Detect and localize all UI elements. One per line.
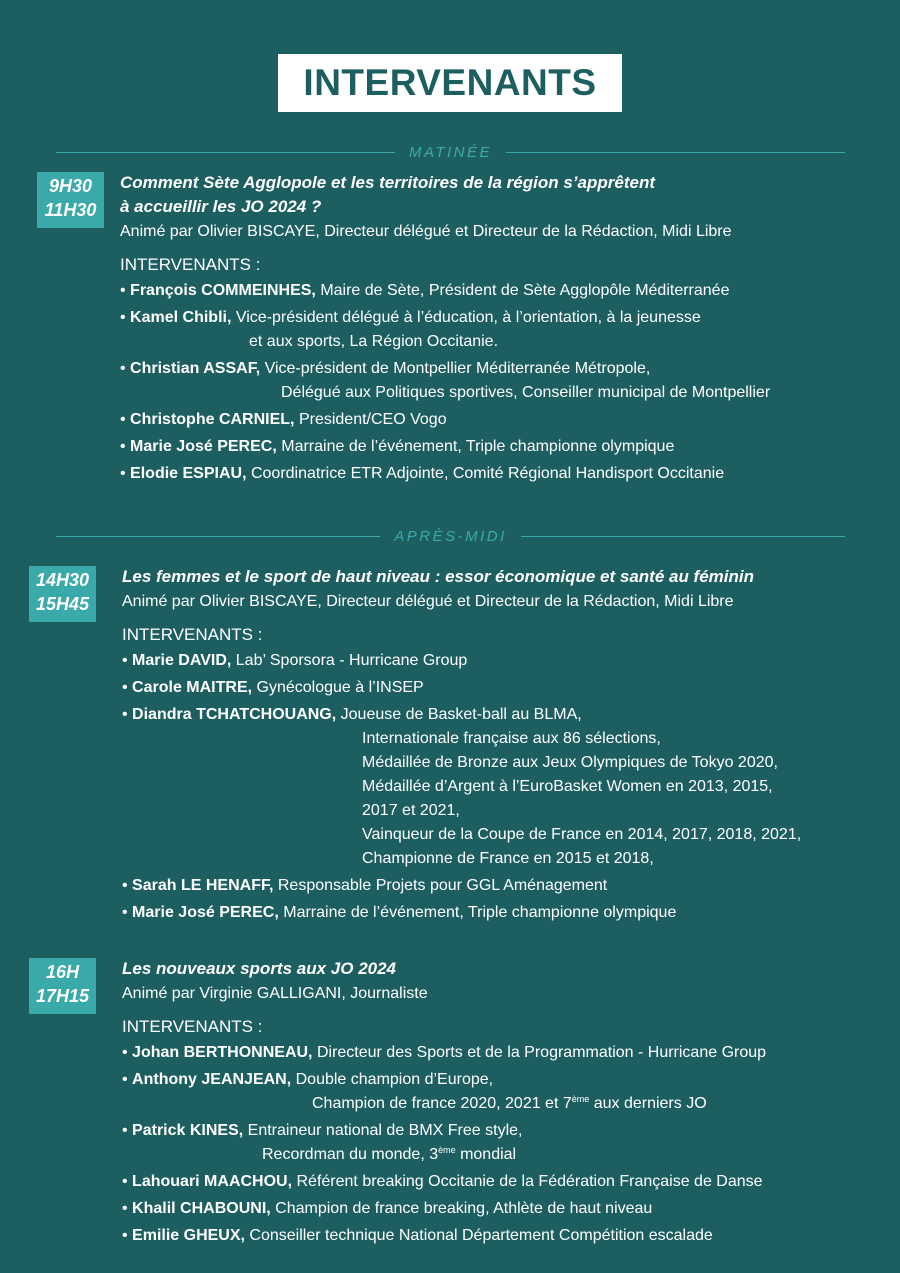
time-start: 9H30 [48, 176, 93, 196]
speaker-name: Johan BERTHONNEAU, [132, 1044, 313, 1061]
speaker-role: Champion de france breaking, Athlète de haut niveau [275, 1200, 653, 1217]
time-start: 16H [45, 962, 80, 982]
cont-text: mondial [455, 1146, 517, 1163]
session-host: Animé par Virginie GALLIGANI, Journaliste [122, 985, 428, 1002]
speaker-role-cont: Délégué aux Politiques sportives, Conseiller municipal de Montpellier [281, 384, 771, 401]
speaker-item: • François COMMEINHES, Maire de Sète, Président de Sète Agglopôle Méditerranée [120, 282, 730, 299]
speaker-role: Directeur des Sports et de la Programmation - Hurricane Group [316, 1044, 767, 1061]
speaker-item: • Lahouari MAACHOU, Référent breaking Occitanie de la Fédération Française de Danse [122, 1173, 763, 1190]
speaker-role-cont: Vainqueur de la Coupe de France en 2014, 2017, 2018, 2021, [362, 826, 802, 843]
speaker-name: Khalil CHABOUNI, [132, 1200, 271, 1217]
speaker-role: Joueuse de Basket-ball au BLMA, [340, 706, 582, 723]
speaker-name: Sarah LE HENAFF, [132, 877, 274, 894]
speaker-role-cont [122, 1092, 892, 1116]
time-badge [29, 958, 96, 1014]
speaker-role: Vice-président délégué à l’éducation, à l’orientation, à la jeunesse [235, 309, 701, 326]
session-title: Comment Sète Agglopole et les territoires de la région s’apprêtent [120, 173, 655, 192]
speaker-role-cont: 2017 et 2021, [362, 802, 460, 819]
speaker-name: Carole MAITRE, [132, 679, 253, 696]
speaker-role: Responsable Projets pour GGL Aménagement [277, 877, 608, 894]
session-afternoon-2 [122, 957, 892, 1251]
speakers-heading: INTERVENANTS : [120, 255, 261, 274]
speaker-role: Marraine de l’événement, Triple championne olympique [283, 904, 677, 921]
cont-text: aux derniers JO [589, 1095, 707, 1112]
session-morning [120, 171, 890, 489]
cont-text: Recordman du monde, 3 [262, 1146, 439, 1163]
time-badge [37, 172, 104, 228]
speaker-list [120, 279, 890, 486]
speaker-item: • Christophe CARNIEL, President/CEO Vogo [120, 411, 447, 428]
speaker-item: • Anthony JEANJEAN, Double champion d’Europe, Champion de france 2020, 2021 et 7ème aux derniers JO [122, 1068, 892, 1116]
divider-line [56, 536, 380, 537]
ordinal-suffix: ème [571, 1094, 590, 1104]
speaker-role: President/CEO Vogo [298, 411, 447, 428]
speaker-name: Lahouari MAACHOU, [132, 1173, 293, 1190]
speaker-name: Elodie ESPIAU, [130, 465, 247, 482]
speaker-item: • Carole MAITRE, Gynécologue à l’INSEP [122, 679, 424, 696]
speaker-name: Patrick KINES, [132, 1122, 244, 1139]
divider-line [506, 152, 845, 153]
speaker-name: Marie José PEREC, [130, 438, 277, 455]
speaker-role: Entraineur national de BMX Free style, [247, 1122, 523, 1139]
section-divider-morning [56, 142, 845, 162]
speaker-role: Référent breaking Occitanie de la Fédération Française de Danse [296, 1173, 763, 1190]
speaker-list [122, 1041, 892, 1248]
speaker-item: • Kamel Chibli, Vice-président délégué à l’éducation, à l’orientation, à la jeunesse et aux sports, La Région Occitanie. [120, 306, 890, 354]
time-end: 11H30 [44, 200, 97, 220]
speaker-item: • Emilie GHEUX, Conseiller technique National Département Compétition escalade [122, 1227, 713, 1244]
speaker-item: • Sarah LE HENAFF, Responsable Projets pour GGL Aménagement [122, 877, 608, 894]
speaker-role: Lab’ Sporsora - Hurricane Group [235, 652, 468, 669]
page-title: INTERVENANTS [278, 54, 622, 112]
speaker-item: • Marie José PEREC, Marraine de l’événement, Triple championne olympique [120, 438, 675, 455]
speaker-item: • Marie José PEREC, Marraine de l’événement, Triple championne olympique [122, 904, 677, 921]
time-end: 17H15 [35, 986, 90, 1006]
speaker-role: Vice-président de Montpellier Méditerranée Métropole, [264, 360, 651, 377]
divider-line [521, 536, 845, 537]
speaker-item: • Khalil CHABOUNI, Champion de france breaking, Athlète de haut niveau [122, 1200, 653, 1217]
speaker-role: Coordinatrice ETR Adjointe, Comité Régional Handisport Occitanie [250, 465, 725, 482]
cont-text: Champion de france 2020, 2021 et 7 [312, 1095, 572, 1112]
section-label-afternoon: APRÈS-MIDI [394, 527, 507, 545]
speaker-item: • Marie DAVID, Lab’ Sporsora - Hurricane Group [122, 652, 468, 669]
speaker-item: • Elodie ESPIAU, Coordinatrice ETR Adjointe, Comité Régional Handisport Occitanie [120, 465, 725, 482]
divider-line [56, 152, 395, 153]
speaker-name: Diandra TCHATCHOUANG, [132, 706, 337, 723]
section-label-morning: MATINÉE [408, 143, 493, 161]
session-title: Les nouveaux sports aux JO 2024 [122, 959, 397, 978]
speaker-name: Christian ASSAF, [130, 360, 261, 377]
session-title: Les femmes et le sport de haut niveau : essor économique et santé au féminin [122, 567, 755, 586]
session-host: Animé par Olivier BISCAYE, Directeur délégué et Directeur de la Rédaction, Midi Libre [120, 223, 732, 240]
speaker-role: Maire de Sète, Président de Sète Agglopôle Méditerranée [320, 282, 730, 299]
speaker-role-cont: Médaillée d’Argent à l’EuroBasket Women en 2013, 2015, [362, 778, 773, 795]
speaker-name: François COMMEINHES, [130, 282, 316, 299]
time-start: 14H30 [35, 570, 90, 590]
session-title-line2: à accueillir les JO 2024 ? [120, 197, 322, 216]
speakers-heading: INTERVENANTS : [122, 625, 263, 644]
speaker-item: • Christian ASSAF, Vice-président de Montpellier Méditerranée Métropole, Délégué aux Politiques sportives, Conseiller municipal de Montpellier [120, 357, 890, 405]
session-host: Animé par Olivier BISCAYE, Directeur délégué et Directeur de la Rédaction, Midi Libre [122, 593, 734, 610]
speaker-name: Kamel Chibli, [130, 309, 232, 326]
ordinal-suffix: ème [438, 1145, 456, 1155]
speaker-item: • Patrick KINES, Entraineur national de BMX Free style, Recordman du monde, 3ème mondial [122, 1119, 892, 1167]
speaker-name: Marie DAVID, [132, 652, 232, 669]
speaker-name: Marie José PEREC, [132, 904, 279, 921]
speaker-name: Anthony JEANJEAN, [132, 1071, 292, 1088]
speaker-role-cont: et aux sports, La Région Occitanie. [249, 333, 499, 350]
speaker-item: • Diandra TCHATCHOUANG, Joueuse de Basket-ball au BLMA, Internationale française aux 86 sélections, Médaillée de Bronze aux Jeux Olympiques de Tokyo 2020, Médaillée d’Argent à l’EuroBasket Women en 2013, 2015, 2017 et 2021, Vainqueur de la Coupe de France en 2014, 2017, 2018, 2021, Championne de France en 2015 et 2018, [122, 703, 892, 871]
speaker-role-cont: Internationale française aux 86 sélections, [362, 730, 661, 747]
session-afternoon-1 [122, 565, 892, 928]
speaker-role: Marraine de l’événement, Triple championne olympique [281, 438, 675, 455]
speaker-list [122, 649, 892, 925]
speaker-role-cont: Championne de France en 2015 et 2018, [362, 850, 654, 867]
speaker-role-cont: Médaillée de Bronze aux Jeux Olympiques de Tokyo 2020, [362, 754, 778, 771]
time-badge [29, 566, 96, 622]
speaker-role-cont [122, 1143, 892, 1167]
speaker-role: Double champion d’Europe, [295, 1071, 494, 1088]
speakers-heading: INTERVENANTS : [122, 1017, 263, 1036]
speaker-item: • Johan BERTHONNEAU, Directeur des Sports et de la Programmation - Hurricane Group [122, 1044, 767, 1061]
speaker-name: Christophe CARNIEL, [130, 411, 295, 428]
time-end: 15H45 [35, 594, 90, 614]
speaker-name: Emilie GHEUX, [132, 1227, 245, 1244]
speaker-role: Conseiller technique National Département Compétition escalade [249, 1227, 713, 1244]
speaker-role: Gynécologue à l’INSEP [256, 679, 424, 696]
section-divider-afternoon [56, 526, 845, 546]
